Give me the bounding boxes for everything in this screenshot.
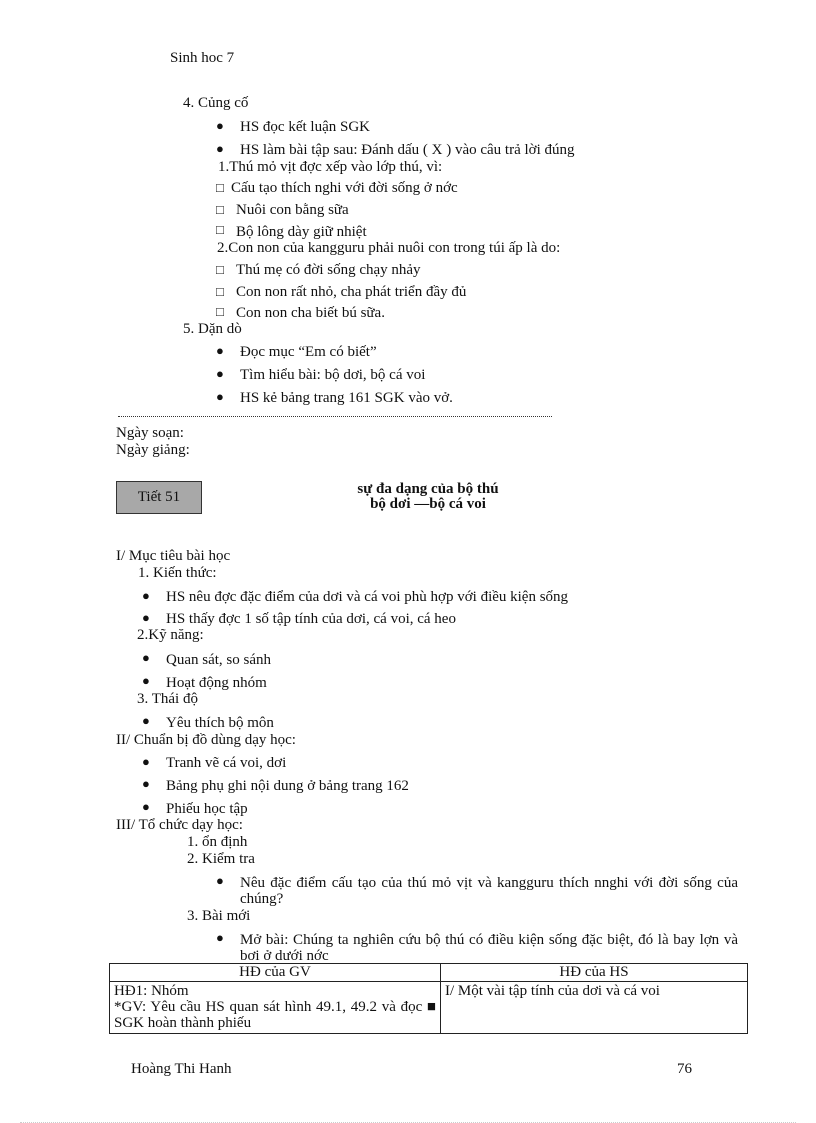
materials-item: Bảng phụ ghi nội dung ở bảng trang 162 xyxy=(166,778,409,794)
organization-step: 2. Kiểm tra xyxy=(187,851,255,867)
materials-item: Tranh vẽ cá voi, dơi xyxy=(166,755,287,771)
checkbox-icon: □ xyxy=(216,180,224,195)
lesson-number-box xyxy=(116,481,202,514)
knowledge-item: HS thấy đợc 1 số tập tính của dơi, cá voi, cá heo xyxy=(166,611,456,627)
checkbox-icon: □ xyxy=(216,304,224,319)
review-bullet: HS đọc kết luận SGK xyxy=(240,119,370,135)
page-number: 76 xyxy=(677,1061,692,1077)
question-2: 2.Con non của kangguru phải nuôi con trong túi ấp là do: xyxy=(217,240,561,256)
q1-option: Nuôi con bằng sữa xyxy=(236,202,349,218)
attitude-item: Yêu thích bộ môn xyxy=(166,715,274,731)
materials-heading: II/ Chuẩn bị đồ dùng dạy học: xyxy=(116,732,296,748)
q2-option: Con non rất nhỏ, cha phát triển đầy đủ xyxy=(236,284,467,300)
bullet-icon: ● xyxy=(142,799,150,814)
bullet-icon: ● xyxy=(142,673,150,688)
organization-step: 3. Bài mới xyxy=(187,908,251,924)
homework-item: HS kẻ bảng trang 161 SGK vào vở. xyxy=(240,390,453,406)
checkbox-icon: □ xyxy=(216,284,224,299)
table-header-hs: HĐ của HS xyxy=(441,964,748,982)
review-bullet: HS làm bài tập sau: Đánh dấu ( X ) vào câu trả lời đúng xyxy=(240,142,575,158)
q2-option: Con non cha biết bú sữa. xyxy=(236,305,385,321)
checkbox-icon: □ xyxy=(216,262,224,277)
date-taught: Ngày giảng: xyxy=(116,442,190,458)
bullet-icon: ● xyxy=(216,930,224,945)
attitude-heading: 3. Thái độ xyxy=(137,691,198,707)
organization-step: 1. ổn định xyxy=(187,834,248,850)
materials-item: Phiếu học tập xyxy=(166,801,248,817)
table-cell-gv xyxy=(110,982,441,1034)
check-question: Nêu đặc điểm cấu tạo của thú mỏ vịt và kangguru thích nnghi với đời sống của chúng? xyxy=(240,875,738,907)
skills-heading: 2.Kỹ năng: xyxy=(137,627,204,643)
bullet-icon: ● xyxy=(216,343,224,358)
homework-item: Tìm hiểu bài: bộ dơi, bộ cá voi xyxy=(240,367,426,383)
hs-activity-text: I/ Một vài tập tính của dơi và cá voi xyxy=(445,983,660,999)
dotted-separator xyxy=(118,416,552,417)
bullet-icon: ● xyxy=(142,650,150,665)
gv-activity-title: HĐ1: Nhóm xyxy=(114,983,189,999)
knowledge-item: HS nêu đợc đặc điểm của dơi và cá voi phù hợp với điều kiện sống xyxy=(166,589,569,605)
homework-heading: 5. Dặn dò xyxy=(183,321,242,337)
lesson-title-line1: sự đa dạng của bộ thú xyxy=(357,481,499,497)
bullet-icon: ● xyxy=(142,713,150,728)
skills-item: Quan sát, so sánh xyxy=(166,652,271,668)
table-cell-hs xyxy=(441,982,748,1034)
bullet-icon: ● xyxy=(216,389,224,404)
organization-heading: III/ Tổ chức dạy học: xyxy=(116,817,243,833)
bullet-icon: ● xyxy=(142,610,150,625)
homework-item: Đọc mục “Em có biết” xyxy=(240,344,377,360)
gv-activity-text: *GV: Yêu cầu HS quan sát hình 49.1, 49.2 và đọc ■ SGK hoàn thành phiếu xyxy=(114,999,436,1031)
q2-option: Thú mẹ có đời sống chạy nhảy xyxy=(236,262,421,278)
table-header-gv: HĐ của GV xyxy=(110,964,441,982)
checkbox-icon: □ xyxy=(216,222,224,237)
lesson-number: Tiết 51 xyxy=(137,489,181,505)
checkbox-icon: □ xyxy=(216,202,224,217)
review-heading: 4. Củng cố xyxy=(183,95,249,111)
bullet-icon: ● xyxy=(216,873,224,888)
date-prepared: Ngày soạn: xyxy=(116,425,184,441)
bullet-icon: ● xyxy=(216,118,224,133)
q1-option: Cấu tạo thích nghi với đời sống ở nớc xyxy=(231,180,458,196)
knowledge-heading: 1. Kiến thức: xyxy=(138,565,217,581)
activity-table xyxy=(109,963,748,1034)
bullet-icon: ● xyxy=(142,776,150,791)
bullet-icon: ● xyxy=(216,141,224,156)
objectives-heading: I/ Mục tiêu bài học xyxy=(116,548,231,564)
bullet-icon: ● xyxy=(142,754,150,769)
intro-bullet: Mở bài: Chúng ta nghiên cứu bộ thú có điều kiện sống đặc biệt, đó là bay lợn và bơi ở dưới nớc xyxy=(240,932,738,964)
running-header: Sinh hoc 7 xyxy=(170,50,235,66)
q1-option: Bộ lông dày giữ nhiệt xyxy=(236,224,367,240)
footer-author: Hoàng Thi Hanh xyxy=(131,1061,232,1077)
lesson-title-line2: bộ dơi —bộ cá voi xyxy=(370,496,486,512)
skills-item: Hoạt động nhóm xyxy=(166,675,267,691)
question-1: 1.Thú mỏ vịt đợc xếp vào lớp thú, vì: xyxy=(218,159,443,175)
bullet-icon: ● xyxy=(216,366,224,381)
bullet-icon: ● xyxy=(142,588,150,603)
